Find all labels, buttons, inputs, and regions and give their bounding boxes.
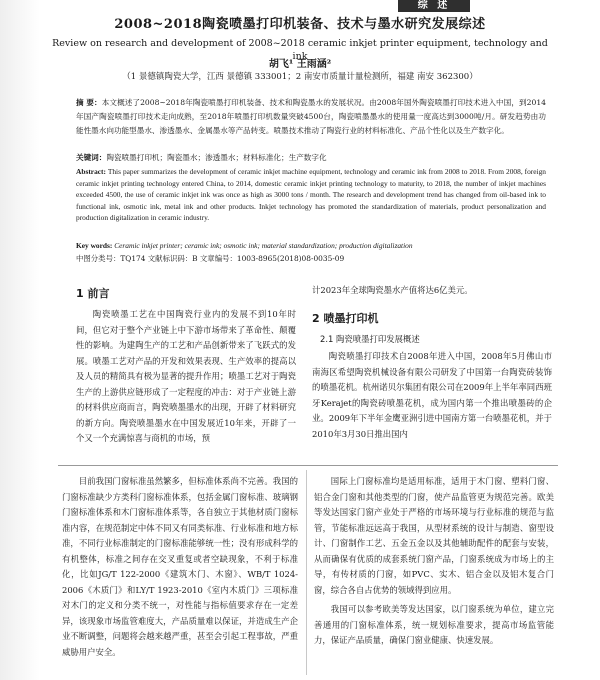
standards-paragraph-right-2: 我国可以参考欧美等发达国家，以门窗系统为单位，建立完善通用的门窗标准体系，统一规划标准要求，提高市场监管能力，保证产品质量，确保门窗业健康、快速发展。 [314,604,554,645]
abstract-zh [76,96,546,138]
paper-title-en: Review on research and development of 2008~2018 ceramic inkjet printer equipment, technology and ink [52,38,548,62]
standards-paragraph-right-1: 国际上门窗标准均是适用标准，适用于木门窗、塑料门窗、铝合金门窗和其他类型的门窗，使产品监管更为规范完善。欧美等发达国家门窗产业处于严格的市场环境与行业标准的规范与监管，节能标准远远高于我国，从型材系统的设计与制造、窗型设计、门窗制作工艺、五金五金以及其他辅助配件的配套与安装，从而确保有优质的成套系统门窗产品，门窗系统成为市场上的主导，有传材质的门窗，如PVC、实木、铝合金以及铝木复合门窗，综合各自占优势的领域得到应用。 [314,476,554,595]
keywords-en [76,240,546,251]
abstract-en-text: This paper summarizes the development of ceramic inkjet machine equipment, technology and ceramic ink from 2008 to 2018. From 2008, foreign ceramic inkjet printing technology entered China, to 2014, domestic ceramic inkjet printing technology to maturity, to 2018, the number of inkjet machines exceeded 4500, the use of ceramic inkjet ink was once as high as 3000 tons / month. The research and development trend has changed from oil-based ink to functional ink, osmotic ink, metal ink and other products. Inkjet technology has promoted the standardization of materials, product personalization and production digitalization in ceramic industry. [76,167,546,222]
page-left-edge-shadow [0,0,40,680]
subsection-heading-overview: 2.1 陶瓷喷墨打印发展概述 [320,334,420,344]
affiliation: （1 景德镇陶瓷大学，江西 景德镇 333001；2 南安市质量计量检测所，福建 南安 362300） [122,72,478,82]
abstract-en-label: Abstract: [76,167,106,176]
abstract-zh-label: 摘 要： [76,98,102,107]
keywords-zh-text: 陶瓷喷墨打印机；陶瓷墨水；渗透墨水；材料标准化；生产数字化 [106,153,327,162]
preface-paragraph: 陶瓷喷墨工艺在中国陶瓷行业内的发展不到10年时间，但它对于整个产业链上中下游市场带来了革命性、颠覆性的影响。为建陶生产的工艺和产品创新带来了飞跃式的发展。喷墨工艺对产品的开发和效果表现、生产效率的提高以及人员的精简具有极为显著的提升作用；喷墨工艺对于陶瓷生产的上游供应链形成了一定程度的冲击：对于产业链上游的材料供应商而言，陶瓷喷墨墨水的出现，开辟了材料研究的新方向。陶瓷喷墨墨水在中国发展近10年来，开辟了一个又一个充满惊喜与商机的市场，预 [76,309,296,443]
authors: 胡飞¹ 王雨涵² [268,59,332,70]
abstract-en [76,166,546,224]
classification-line: 中图分类号：TQ174 文献标识码：B 文章编号：1003-8965(2018)08-0035-09 [76,254,345,263]
section-tab: 综 述 [398,0,470,12]
page-divider [58,465,558,466]
standards-paragraph-left: 目前我国门窗标准虽然繁多，但标准体系尚不完善。我国的门窗标准缺少方类科门窗标准体系，包括金属门窗标准、玻璃钢门窗标准体系和木门窗标准体系等，各自独立于其他材质门窗标准内容，在规范制定中体不同又有同类标准、行业标准和地方标准，不同行业标准制定的门窗标准能够统一性；没有形成科学的有机整体，标准之间存在交叉重复或者空缺现象，不利于标准化，比如JG/T 122-2000《建筑木门、木窗》、WB/T 1024-2006《木质门》和LY/T 1923-2010《室内木质门》三项标准对木门的定义和分类不统一，对性能与指标值要求存在一定差异，该现象市场监管难度大，产品质量难以保证，并造成生产企业不断调整，问题将会越来越严重，甚至会引起工程事故，严重威胁用户安全。 [62,476,298,657]
keywords-zh-label: 关键词： [76,153,107,162]
printer-paragraph: 陶瓷喷墨打印技术自2008年进入中国，2008年5月佛山市南海区希望陶瓷机械设备有限公司研发了中国第一台陶瓷砖装饰的喷墨花机。杭州诺贝尔集团有限公司在2009年上半年率同西班牙Kerajet的陶瓷砖喷墨花机，成为国内第一个推出喷墨砖的企业。2009年下半年金鹰亚洲引进中国南方第一台喷墨花机，并于2010年3月30日推出国内 [312,351,552,439]
preface-continuation: 计2023年全球陶瓷墨水产值将达6亿美元。 [312,285,473,295]
section-heading-preface: 1 前言 [76,287,110,300]
keywords-zh [76,152,546,164]
column-rule [306,470,307,675]
abstract-zh-text: 本文概述了2008~2018年陶瓷喷墨打印机装备、技术和陶瓷墨水的发展状况。由2008年国外陶瓷喷墨打印技术进入中国，到2014年国产陶瓷喷墨打印技术走向成熟，至2018年喷墨打印机数量突破4500台，陶瓷喷墨墨水的使用量一度高达到3000吨/月。研发趋势由功能性墨水向功能型墨水、渗透墨水、金属墨水等产品转变。喷墨技术推动了陶瓷行业的材料标准化、产品个性化以及生产数字化。 [76,98,546,135]
section-heading-printer: 2 喷墨打印机 [312,312,379,325]
keywords-en-text: Ceramic inkjet printer; ceramic ink; osmotic ink; material standardization; production digitalization [114,241,413,250]
keywords-en-label: Key words: [76,241,113,250]
paper-title-zh: 2008~2018陶瓷喷墨打印机装备、技术与墨水研究发展综述 [114,17,486,32]
